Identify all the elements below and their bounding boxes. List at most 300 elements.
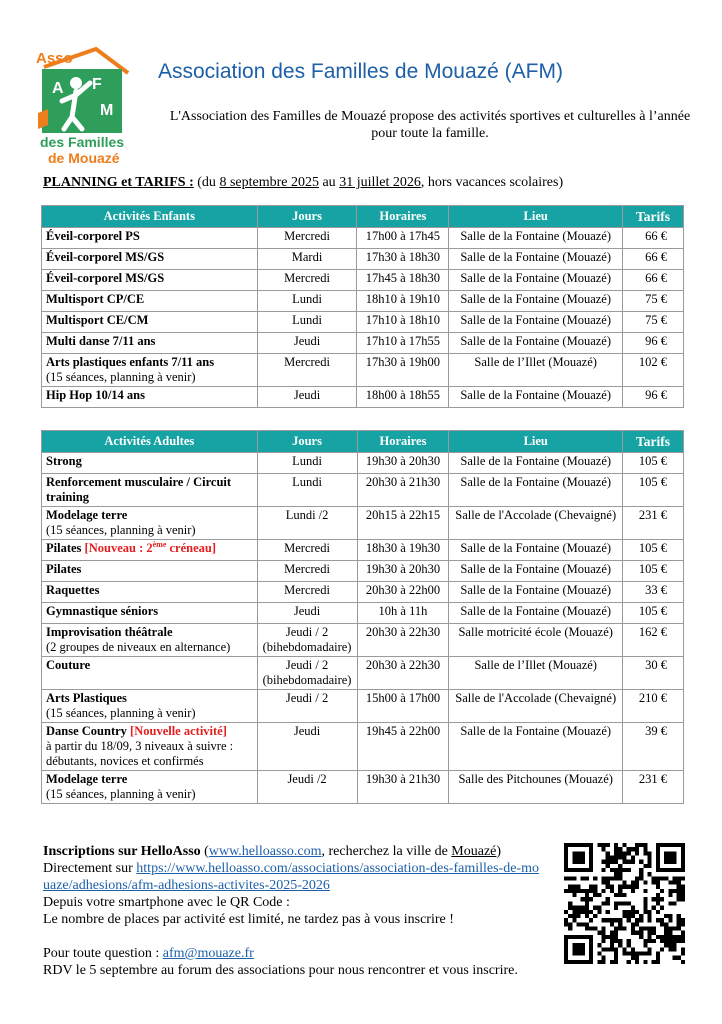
qr-module — [593, 876, 597, 880]
lieu-cell: Salle de l’Illet (Mouazé) — [449, 657, 623, 690]
table-row — [42, 540, 684, 561]
qr-module — [672, 843, 676, 847]
qr-module — [627, 914, 631, 918]
logo-line1: des Familles — [40, 134, 125, 150]
qr-module — [631, 885, 635, 889]
qr-module — [652, 876, 656, 880]
lieu-cell: Salle de la Fontaine (Mouazé) — [449, 561, 623, 582]
qr-module — [681, 922, 685, 926]
horaires-cell: 18h10 à 19h10 — [357, 291, 449, 312]
jours-cell — [257, 249, 357, 270]
qr-module — [589, 910, 593, 914]
qr-module — [639, 872, 643, 876]
table-row — [42, 690, 684, 723]
contact-email-link[interactable]: afm@mouaze.fr — [162, 946, 254, 961]
qr-module — [597, 910, 601, 914]
activity-name: Multisport CP/CE — [46, 292, 145, 306]
table-row — [42, 657, 684, 690]
children-activities-table — [41, 205, 684, 408]
jours-note: (bihebdomadaire) — [262, 673, 352, 687]
qr-module — [564, 922, 568, 926]
jours-cell — [257, 771, 357, 804]
qr-module — [581, 897, 585, 901]
qr-module — [568, 868, 572, 872]
tarif-cell: 162 € — [623, 624, 684, 657]
activity-cell — [42, 690, 258, 723]
activity-note: (2 groupes de niveaux en alternance) — [46, 640, 231, 654]
qr-module — [681, 951, 685, 955]
qr-module — [677, 956, 681, 960]
planning-p1: (du — [193, 175, 220, 190]
qr-module — [643, 960, 647, 964]
qr-module — [622, 843, 626, 847]
qr-module — [577, 947, 581, 951]
qr-module — [593, 893, 597, 897]
qr-module — [656, 856, 660, 860]
activity-cell — [42, 561, 258, 582]
activity-cell — [42, 291, 258, 312]
qr-module — [677, 876, 681, 880]
qr-module — [581, 960, 585, 964]
lieu-cell: Salle de l'Accolade (Chevaigné) — [449, 507, 623, 540]
qr-module — [614, 893, 618, 897]
qr-module — [585, 910, 589, 914]
qr-module — [672, 901, 676, 905]
qr-module — [618, 918, 622, 922]
jours-cell — [257, 354, 357, 387]
qr-module — [568, 901, 572, 905]
qr-module — [602, 889, 606, 893]
qr-module — [610, 960, 614, 964]
activity-name: Pilates — [46, 562, 82, 576]
qr-module — [581, 860, 585, 864]
col-lieu: Lieu — [449, 206, 623, 228]
qr-module — [585, 889, 589, 893]
lieu-cell: Salle motricité école (Mouazé) — [449, 624, 623, 657]
jours-value: Lundi — [292, 454, 322, 468]
horaires-cell: 19h30 à 21h30 — [357, 771, 449, 804]
activity-name: Éveil-corporel MS/GS — [46, 271, 165, 285]
qr-module — [618, 943, 622, 947]
qr-module — [647, 926, 651, 930]
qr-module — [581, 876, 585, 880]
qr-module — [627, 860, 631, 864]
qr-module — [656, 935, 660, 939]
qr-module — [606, 860, 610, 864]
qr-module — [614, 851, 618, 855]
table-row — [42, 561, 684, 582]
qr-module — [589, 843, 593, 847]
table-row — [42, 270, 684, 291]
qr-module — [589, 956, 593, 960]
activity-cell — [42, 603, 258, 624]
horaires-cell: 19h30 à 20h30 — [357, 561, 449, 582]
qr-module — [593, 926, 597, 930]
qr-module — [572, 910, 576, 914]
qr-module — [647, 864, 651, 868]
qr-module — [643, 943, 647, 947]
qr-module — [643, 864, 647, 868]
planning-line — [43, 175, 563, 191]
table-row — [42, 771, 684, 804]
qr-module — [627, 851, 631, 855]
qr-module — [589, 918, 593, 922]
qr-module — [564, 956, 568, 960]
qr-module — [639, 843, 643, 847]
qr-module — [589, 860, 593, 864]
qr-module — [602, 881, 606, 885]
lieu-cell: Salle de la Fontaine (Mouazé) — [449, 723, 623, 771]
qr-module — [672, 926, 676, 930]
qr-module — [647, 856, 651, 860]
qr-module — [577, 856, 581, 860]
planning-p3: , hors vacances scolaires) — [420, 175, 564, 190]
qr-module — [602, 931, 606, 935]
qr-module — [652, 906, 656, 910]
qr-module — [568, 906, 572, 910]
qr-module — [672, 868, 676, 872]
qr-module — [568, 876, 572, 880]
qr-module — [572, 860, 576, 864]
qr-module — [577, 922, 581, 926]
qr-module — [656, 918, 660, 922]
qr-module — [593, 889, 597, 893]
qr-module — [589, 926, 593, 930]
qr-module — [581, 856, 585, 860]
qr-module — [606, 897, 610, 901]
qr-module — [643, 847, 647, 851]
qr-module — [602, 876, 606, 880]
qr-module — [589, 851, 593, 855]
qr-module — [677, 881, 681, 885]
qr-module — [664, 856, 668, 860]
qr-module — [656, 847, 660, 851]
qr-module — [660, 947, 664, 951]
qr-module — [572, 951, 576, 955]
helloasso-link[interactable]: www.helloasso.com — [208, 844, 322, 859]
qr-module — [647, 939, 651, 943]
jours-value: Jeudi / 2 — [285, 658, 329, 672]
jours-cell — [257, 291, 357, 312]
activity-note: débutants, novices et confirmés — [46, 754, 204, 768]
qr-module — [652, 960, 656, 964]
qr-module — [664, 851, 668, 855]
activity-cell — [42, 312, 258, 333]
logo-letter-f: F — [92, 76, 102, 93]
horaires-cell: 10h à 11h — [357, 603, 449, 624]
qr-module — [572, 935, 576, 939]
qr-module — [618, 893, 622, 897]
jours-cell — [257, 507, 357, 540]
qr-module — [643, 939, 647, 943]
qr-module — [677, 897, 681, 901]
activity-cell — [42, 333, 258, 354]
children-table-body — [42, 228, 684, 408]
qr-module — [602, 843, 606, 847]
activity-name: Multi danse 7/11 ans — [46, 334, 156, 348]
page-title: Association des Familles de Mouazé (AFM) — [158, 60, 563, 83]
qr-module — [622, 860, 626, 864]
lieu-cell: Salle de la Fontaine (Mouazé) — [449, 228, 623, 249]
activity-name: Raquettes — [46, 583, 100, 597]
planning-label: PLANNING et TARIFS : — [43, 175, 194, 190]
qr-module — [581, 910, 585, 914]
qr-module — [664, 931, 668, 935]
qr-module — [568, 885, 572, 889]
qr-module — [597, 893, 601, 897]
qr-module — [589, 847, 593, 851]
jours-cell — [257, 690, 357, 723]
qr-module — [572, 943, 576, 947]
qr-module — [602, 847, 606, 851]
tarif-cell: 30 € — [623, 657, 684, 690]
table-row — [42, 312, 684, 333]
activity-name: Arts plastiques enfants 7/11 ans — [46, 355, 215, 369]
qr-module — [577, 951, 581, 955]
qr-module — [614, 935, 618, 939]
qr-module — [627, 885, 631, 889]
qr-module — [585, 901, 589, 905]
planning-start-date: 8 septembre 2025 — [219, 175, 319, 190]
qr-module — [618, 939, 622, 943]
qr-module — [568, 935, 572, 939]
qr-module — [652, 926, 656, 930]
activity-note: (15 séances, planning à venir) — [46, 706, 196, 720]
qr-module — [656, 960, 660, 964]
qr-module — [631, 922, 635, 926]
qr-module — [635, 960, 639, 964]
tarif-cell: 102 € — [623, 354, 684, 387]
qr-module — [572, 856, 576, 860]
qr-module — [572, 918, 576, 922]
qr-module — [643, 851, 647, 855]
qr-module — [568, 960, 572, 964]
qr-module — [581, 935, 585, 939]
qr-module — [656, 851, 660, 855]
col-activites-adultes: Activités Adultes — [42, 431, 258, 453]
qr-module — [631, 860, 635, 864]
superscript: ème — [152, 539, 167, 549]
qr-module — [597, 843, 601, 847]
col-horaires: Horaires — [357, 431, 449, 453]
qr-module — [581, 843, 585, 847]
horaires-cell: 20h30 à 22h00 — [357, 582, 449, 603]
qr-module — [647, 851, 651, 855]
qr-module — [610, 860, 614, 864]
qr-module — [610, 922, 614, 926]
qr-module — [668, 856, 672, 860]
qr-module — [622, 947, 626, 951]
registration-link[interactable]: https://www.helloasso.com/associations/association-des-familles-de-mouaze/adhesions/afm-adhesions-activites-2025-2026 — [43, 861, 539, 893]
table-row — [42, 249, 684, 270]
qr-module — [581, 851, 585, 855]
qr-module — [647, 918, 651, 922]
activity-name: Multisport CE/CM — [46, 313, 149, 327]
qr-module — [564, 935, 568, 939]
activity-name: Danse Country — [46, 724, 127, 738]
qr-module — [577, 906, 581, 910]
tarif-cell: 105 € — [623, 453, 684, 474]
qr-module — [577, 843, 581, 847]
qr-module — [622, 868, 626, 872]
qr-module — [681, 847, 685, 851]
qr-module — [668, 926, 672, 930]
qr-module — [627, 910, 631, 914]
registration-info — [43, 843, 543, 979]
lieu-cell: Salle de la Fontaine (Mouazé) — [449, 291, 623, 312]
qr-module — [577, 851, 581, 855]
qr-module — [577, 935, 581, 939]
qr-module — [618, 922, 622, 926]
jours-value: Jeudi — [293, 388, 321, 402]
lieu-cell: Salle des Pitchounes (Mouazé) — [449, 771, 623, 804]
qr-module — [672, 935, 676, 939]
tarif-cell: 66 € — [623, 228, 684, 249]
qr-module — [622, 951, 626, 955]
qr-module — [660, 939, 664, 943]
qr-module — [631, 881, 635, 885]
qr-module — [664, 922, 668, 926]
qr-module — [564, 918, 568, 922]
horaires-cell: 17h30 à 19h00 — [357, 354, 449, 387]
qr-module — [572, 868, 576, 872]
qr-module — [656, 881, 660, 885]
qr-module — [606, 910, 610, 914]
qr-module — [681, 893, 685, 897]
qr-module — [635, 931, 639, 935]
qr-module — [668, 901, 672, 905]
jours-cell — [257, 312, 357, 333]
qr-module — [572, 947, 576, 951]
intro-text: L'Association des Familles de Mouazé propose des activités sportives et culturelles à l’année pour toute la famille. — [169, 109, 691, 141]
logo-letter-m: M — [100, 102, 114, 119]
qr-module — [585, 914, 589, 918]
qr-module — [672, 851, 676, 855]
lieu-cell: Salle de la Fontaine (Mouazé) — [449, 387, 623, 408]
qr-module — [589, 897, 593, 901]
qr-module — [602, 956, 606, 960]
qr-module — [618, 847, 622, 851]
qr-module — [660, 918, 664, 922]
qr-module — [610, 868, 614, 872]
qr-module — [606, 881, 610, 885]
qr-module — [589, 947, 593, 951]
qr-module — [572, 889, 576, 893]
qr-module — [568, 926, 572, 930]
qr-module — [643, 889, 647, 893]
qr-module — [606, 947, 610, 951]
planning-end-date: 31 juillet 2026 — [339, 175, 421, 190]
qr-module — [614, 956, 618, 960]
qr-module — [622, 856, 626, 860]
qr-module — [614, 931, 618, 935]
tarif-cell: 96 € — [623, 387, 684, 408]
qr-module — [643, 910, 647, 914]
qr-module — [585, 843, 589, 847]
qr-module — [614, 901, 618, 905]
qr-module — [614, 876, 618, 880]
jours-value: Jeudi / 2 — [285, 625, 329, 639]
planning-p2: au — [318, 175, 340, 190]
qr-module — [631, 906, 635, 910]
horaires-cell: 15h00 à 17h00 — [357, 690, 449, 723]
activity-note: à partir du 18/09, 3 niveaux à suivre : — [46, 739, 234, 753]
qr-code[interactable] — [564, 843, 685, 964]
qr-module — [681, 889, 685, 893]
jours-value: Lundi /2 — [285, 508, 329, 522]
qr-module — [652, 881, 656, 885]
qr-module — [677, 914, 681, 918]
qr-module — [647, 951, 651, 955]
lieu-cell: Salle de la Fontaine (Mouazé) — [449, 333, 623, 354]
qr-module — [660, 906, 664, 910]
qr-module — [681, 868, 685, 872]
qr-module — [602, 926, 606, 930]
lieu-cell: Salle de la Fontaine (Mouazé) — [449, 249, 623, 270]
qr-module — [635, 881, 639, 885]
tarif-cell: 105 € — [623, 474, 684, 507]
qr-module — [622, 926, 626, 930]
table-row — [42, 603, 684, 624]
qr-module — [668, 868, 672, 872]
jours-value: Jeudi / 2 — [285, 691, 329, 705]
qr-module — [577, 868, 581, 872]
qr-module — [589, 856, 593, 860]
qr-module — [564, 860, 568, 864]
qr-module — [602, 868, 606, 872]
qr-module — [656, 956, 660, 960]
qr-module — [647, 872, 651, 876]
qr-module — [610, 918, 614, 922]
qr-module — [614, 951, 618, 955]
lieu-cell: Salle de l'Accolade (Chevaigné) — [449, 690, 623, 723]
horaires-cell: 17h30 à 18h30 — [357, 249, 449, 270]
qr-module — [581, 906, 585, 910]
jours-note: (bihebdomadaire) — [262, 640, 352, 654]
activity-tag: [Nouvelle activité] — [130, 724, 227, 738]
forum-note: RDV le 5 septembre au forum des associations pour nous rencontrer et vous inscrire. — [43, 963, 518, 978]
qr-module — [589, 960, 593, 964]
table-row — [42, 507, 684, 540]
qr-module — [664, 926, 668, 930]
lieu-cell: Salle de la Fontaine (Mouazé) — [449, 603, 623, 624]
qr-module — [643, 897, 647, 901]
footer-text: ) — [496, 844, 502, 859]
lieu-cell: Salle de la Fontaine (Mouazé) — [449, 474, 623, 507]
activity-note: (15 séances, planning à venir) — [46, 370, 196, 384]
limited-places-note: Le nombre de places par activité est limité, ne tardez pas à vous inscrire ! — [43, 912, 454, 927]
qr-module — [627, 847, 631, 851]
qr-module — [564, 851, 568, 855]
qr-module — [681, 935, 685, 939]
qr-module — [656, 864, 660, 868]
qr-module — [577, 943, 581, 947]
lieu-cell: Salle de la Fontaine (Mouazé) — [449, 270, 623, 291]
qr-module — [618, 872, 622, 876]
col-tarifs: Tarifs — [623, 431, 684, 453]
jours-cell — [257, 387, 357, 408]
qr-module — [631, 931, 635, 935]
jours-value: Mardi — [291, 250, 323, 264]
qr-module — [610, 939, 614, 943]
qr-module — [597, 960, 601, 964]
tarif-cell: 105 € — [623, 561, 684, 582]
col-tarifs: Tarifs — [623, 206, 684, 228]
activity-tag: [Nouveau : 2ème créneau] — [84, 539, 217, 555]
qr-module — [614, 843, 618, 847]
jours-cell — [257, 333, 357, 354]
qr-module — [564, 843, 568, 847]
